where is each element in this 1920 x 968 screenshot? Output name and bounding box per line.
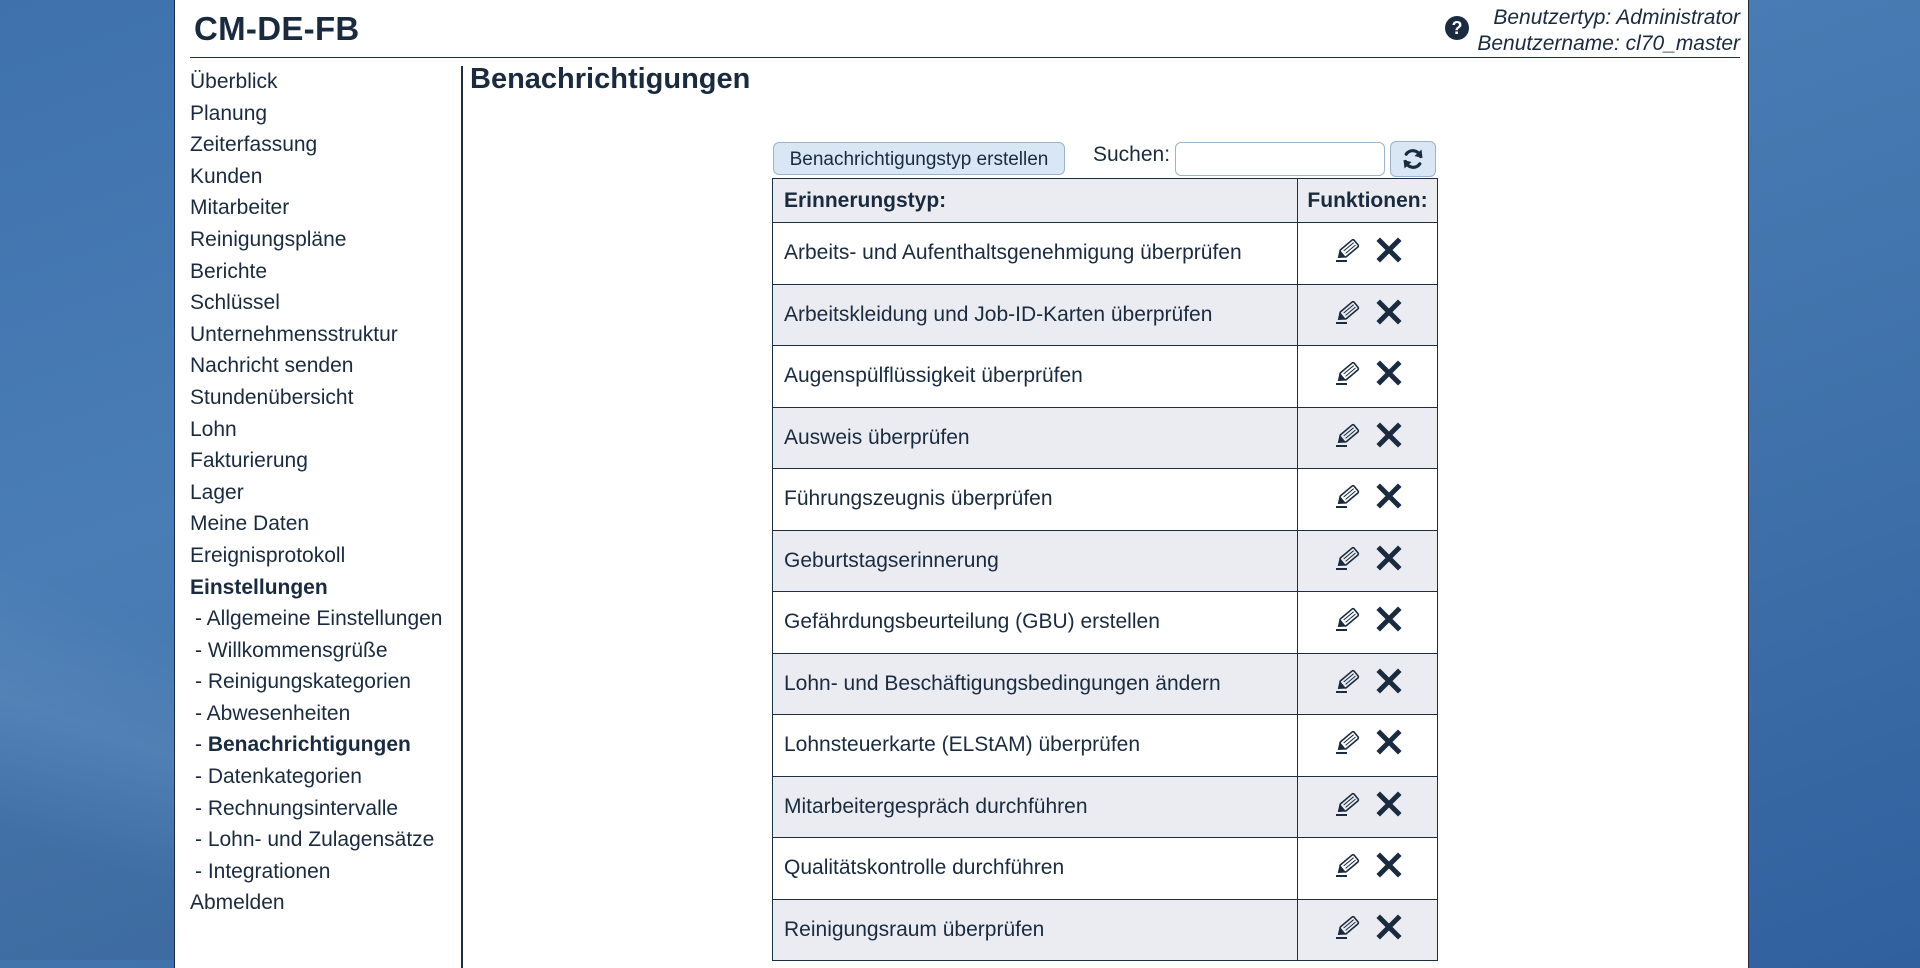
- logout-link[interactable]: Abmelden: [190, 891, 285, 915]
- help-icon[interactable]: ?: [1445, 16, 1469, 40]
- functions-cell: [1298, 776, 1438, 838]
- functions-cell: [1298, 899, 1438, 961]
- edit-pencil-icon[interactable]: [1333, 606, 1363, 638]
- sidebar-item-9[interactable]: Nachricht senden: [190, 354, 354, 378]
- delete-x-icon[interactable]: [1376, 483, 1402, 515]
- table-header-row: [773, 179, 1438, 223]
- subitem-prefix: -: [195, 670, 208, 694]
- edit-pencil-icon[interactable]: [1333, 237, 1363, 269]
- sidebar-item-16[interactable]: Einstellungen: [190, 575, 328, 599]
- functions-cell: [1298, 715, 1438, 777]
- subitem-label: Lohn- und Zulagensätze: [207, 828, 435, 852]
- subitem-label: Benachrichtigungen: [207, 733, 411, 757]
- subitem-prefix: -: [195, 607, 207, 631]
- subitem-label: Allgemeine Einstellungen: [206, 607, 443, 631]
- functions-cell: [1298, 592, 1438, 654]
- functions-cell: [1298, 407, 1438, 469]
- edit-pencil-icon[interactable]: [1333, 729, 1363, 761]
- edit-pencil-icon[interactable]: [1333, 791, 1363, 823]
- sidebar-item-4[interactable]: Mitarbeiter: [190, 196, 290, 220]
- delete-x-icon[interactable]: [1376, 668, 1402, 700]
- table-row: [773, 899, 1438, 961]
- delete-x-icon[interactable]: [1376, 299, 1402, 331]
- toolbar: [773, 140, 1439, 178]
- subitem-prefix: -: [195, 765, 208, 789]
- table-row: [773, 592, 1438, 654]
- reminder-type-cell: Lohnsteuerkarte (ELStAM) überprüfen: [773, 715, 1298, 777]
- sidebar-subitem-3[interactable]: [190, 698, 475, 730]
- delete-x-icon[interactable]: [1376, 914, 1402, 946]
- delete-x-icon[interactable]: [1376, 545, 1402, 577]
- sidebar-item-12[interactable]: Fakturierung: [190, 449, 308, 473]
- app-window: [174, 0, 1749, 968]
- subitem-label: Willkommensgrüße: [207, 638, 388, 662]
- functions-cell: [1298, 469, 1438, 531]
- table-row: [773, 530, 1438, 592]
- sidebar-item-11[interactable]: Lohn: [190, 417, 237, 441]
- sidebar-item-14[interactable]: Meine Daten: [190, 512, 310, 536]
- delete-x-icon[interactable]: [1376, 422, 1402, 454]
- edit-pencil-icon[interactable]: [1333, 668, 1363, 700]
- sidebar-subitem-7[interactable]: [190, 824, 475, 856]
- edit-pencil-icon[interactable]: [1333, 483, 1363, 515]
- sidebar-item-15[interactable]: Ereignisprotokoll: [190, 543, 346, 567]
- sidebar-item-6[interactable]: Berichte: [190, 259, 268, 283]
- column-header-functions: Funktionen:: [1298, 179, 1438, 223]
- edit-pencil-icon[interactable]: [1333, 422, 1363, 454]
- table-row: [773, 469, 1438, 531]
- subitem-prefix: -: [195, 796, 208, 820]
- sidebar-item-10[interactable]: Stundenübersicht: [190, 385, 354, 409]
- header: [190, 0, 1740, 58]
- subitem-label: Rechnungsintervalle: [207, 796, 399, 820]
- table-row: [773, 284, 1438, 346]
- edit-pencil-icon[interactable]: [1333, 360, 1363, 392]
- subitem-label: Abwesenheiten: [206, 701, 351, 725]
- sidebar-item-7[interactable]: Schlüssel: [190, 291, 280, 315]
- app-title: CM-DE-FB: [194, 10, 360, 47]
- search-input[interactable]: [1175, 142, 1385, 176]
- reminder-type-cell: Ausweis überprüfen: [773, 407, 1298, 469]
- refresh-icon: [1401, 147, 1425, 171]
- subitem-prefix: -: [195, 733, 208, 757]
- edit-pencil-icon[interactable]: [1333, 299, 1363, 331]
- delete-x-icon[interactable]: [1376, 791, 1402, 823]
- table-row: [773, 223, 1438, 285]
- reminder-type-cell: Gefährdungsbeurteilung (GBU) erstellen: [773, 592, 1298, 654]
- reminder-type-cell: Reinigungsraum überprüfen: [773, 899, 1298, 961]
- delete-x-icon[interactable]: [1376, 729, 1402, 761]
- sidebar-subitem-2[interactable]: [190, 666, 475, 698]
- sidebar-divider: [461, 66, 463, 968]
- subitem-prefix: -: [195, 701, 207, 725]
- sidebar-item-13[interactable]: Lager: [190, 480, 244, 504]
- sidebar-subitem-0[interactable]: [190, 603, 475, 635]
- sidebar-item-5[interactable]: Reinigungspläne: [190, 227, 347, 251]
- sidebar-nav: [190, 66, 475, 919]
- reminder-type-cell: Mitarbeitergespräch durchführen: [773, 776, 1298, 838]
- desktop-background: [0, 360, 175, 960]
- user-type: Benutzertyp: Administrator: [1493, 6, 1740, 29]
- reminder-type-cell: Geburtstagserinnerung: [773, 530, 1298, 592]
- sidebar-item-0[interactable]: Überblick: [190, 70, 278, 93]
- reminder-type-cell: Lohn- und Beschäftigungsbedingungen ändern: [773, 653, 1298, 715]
- reminder-type-cell: Arbeitskleidung und Job-ID-Karten überprüfen: [773, 284, 1298, 346]
- functions-cell: [1298, 346, 1438, 408]
- page-title: Benachrichtigungen: [470, 63, 751, 95]
- table-row: [773, 838, 1438, 900]
- delete-x-icon[interactable]: [1376, 360, 1402, 392]
- user-info: [1477, 5, 1740, 57]
- subitem-prefix: -: [195, 859, 208, 883]
- edit-pencil-icon[interactable]: [1333, 852, 1363, 884]
- user-name: Benutzername: cl70_master: [1477, 32, 1740, 55]
- subitem-prefix: -: [195, 638, 208, 662]
- sidebar-item-8[interactable]: Unternehmensstruktur: [190, 322, 398, 346]
- reminder-type-cell: Augenspülflüssigkeit überprüfen: [773, 346, 1298, 408]
- delete-x-icon[interactable]: [1376, 852, 1402, 884]
- table-row: [773, 407, 1438, 469]
- notification-types-table: [772, 178, 1438, 961]
- reminder-type-cell: Qualitätskontrolle durchführen: [773, 838, 1298, 900]
- delete-x-icon[interactable]: [1376, 237, 1402, 269]
- sidebar-item-1[interactable]: Planung: [190, 101, 268, 125]
- table-row: [773, 653, 1438, 715]
- sidebar-subitem-8[interactable]: [190, 856, 475, 888]
- subitem-prefix: -: [195, 828, 208, 852]
- functions-cell: [1298, 653, 1438, 715]
- sidebar-subitem-5[interactable]: [190, 761, 475, 793]
- sidebar-subitem-4[interactable]: [190, 729, 475, 761]
- sidebar-subitem-1[interactable]: [190, 635, 475, 667]
- delete-x-icon[interactable]: [1376, 606, 1402, 638]
- reminder-type-cell: Führungszeugnis überprüfen: [773, 469, 1298, 531]
- table-row: [773, 346, 1438, 408]
- functions-cell: [1298, 530, 1438, 592]
- subitem-label: Reinigungskategorien: [207, 670, 411, 694]
- functions-cell: [1298, 838, 1438, 900]
- reminder-type-cell: Arbeits- und Aufenthaltsgenehmigung überprüfen: [773, 223, 1298, 285]
- functions-cell: [1298, 223, 1438, 285]
- sidebar-item-2[interactable]: Zeiterfassung: [190, 133, 318, 157]
- edit-pencil-icon[interactable]: [1333, 545, 1363, 577]
- create-notification-type-button[interactable]: Benachrichtigungstyp erstellen: [773, 142, 1065, 175]
- search-label: Suchen:: [1093, 143, 1171, 166]
- table-row: [773, 776, 1438, 838]
- column-header-reminder-type: Erinnerungstyp:: [773, 179, 1298, 223]
- subitem-label: Integrationen: [207, 859, 331, 883]
- refresh-button[interactable]: [1390, 141, 1436, 177]
- subitem-label: Datenkategorien: [207, 765, 362, 789]
- edit-pencil-icon[interactable]: [1333, 914, 1363, 946]
- functions-cell: [1298, 284, 1438, 346]
- table-row: [773, 715, 1438, 777]
- sidebar-subitem-6[interactable]: [190, 793, 475, 825]
- sidebar-item-3[interactable]: Kunden: [190, 164, 263, 188]
